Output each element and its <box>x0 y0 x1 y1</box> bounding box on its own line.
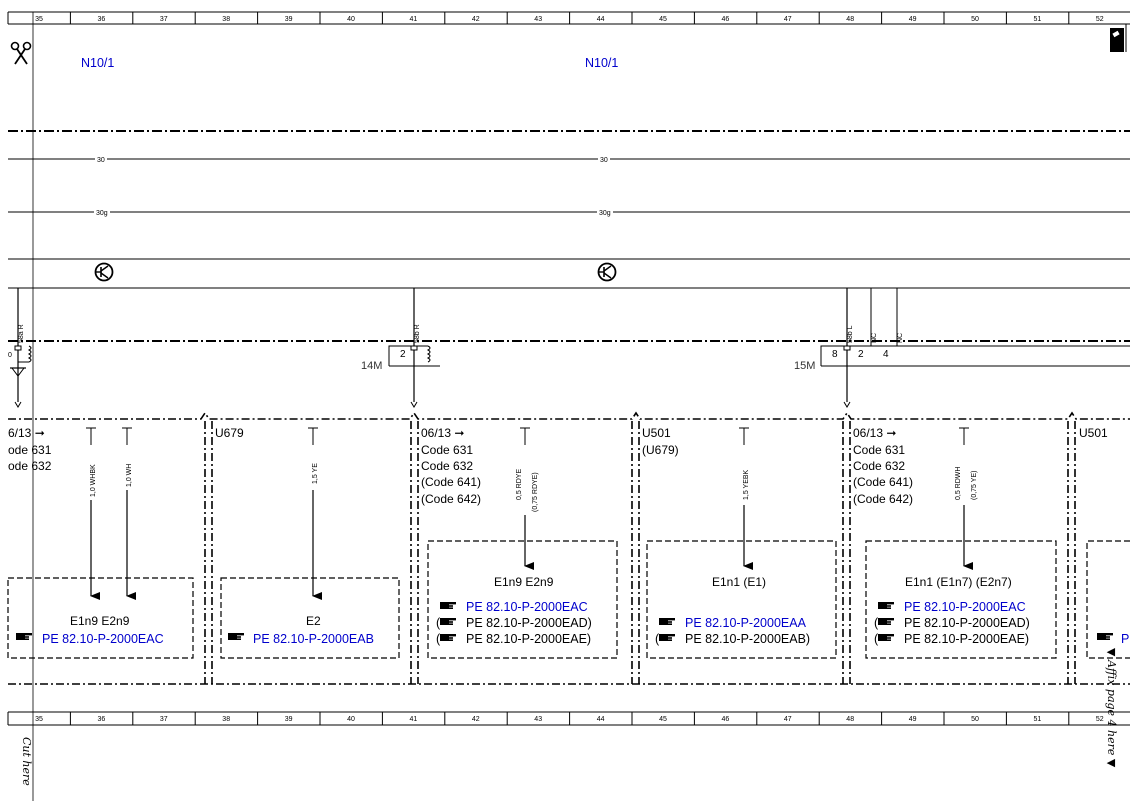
bottom-ruler <box>8 712 1130 725</box>
ruler-number: 38 <box>222 16 231 23</box>
ruler-number: 49 <box>908 716 917 723</box>
top-ruler <box>8 12 1130 24</box>
svg-text:ode 631: ode 631 <box>8 443 52 457</box>
pointing-hand-icon <box>440 602 456 609</box>
bus-30-label: 30 <box>97 157 105 164</box>
ruler-number: 40 <box>347 716 355 723</box>
svg-text:E1n9 E2n9: E1n9 E2n9 <box>70 614 130 628</box>
svg-text:U501: U501 <box>1079 426 1108 440</box>
svg-text:4: 4 <box>883 349 889 360</box>
svg-text:1,5 YEBK: 1,5 YEBK <box>743 469 750 500</box>
node-label-1: N10/1 <box>81 56 115 70</box>
svg-text:E2: E2 <box>306 614 321 628</box>
bus-30g-label: 30g <box>599 210 611 217</box>
pointing-hand-icon <box>228 633 244 640</box>
ruler-number: 37 <box>159 716 168 723</box>
bus-lines <box>8 155 1130 288</box>
ruler-number: 41 <box>409 716 418 723</box>
svg-text:E1n1 (E1): E1n1 (E1) <box>712 575 767 589</box>
wire-58a-r <box>8 288 31 407</box>
cut-here-text: Cut here <box>20 737 33 786</box>
ruler-number: 40 <box>347 16 355 23</box>
transistor-icon <box>599 264 616 281</box>
column-c5 <box>853 426 1056 658</box>
svg-text:PE 82.10-P-2000EAE): PE 82.10-P-2000EAE) <box>466 632 592 646</box>
svg-text:PE 82.10-P-2000EAB: PE 82.10-P-2000EAB <box>253 632 374 646</box>
bus-30g-label: 30g <box>96 210 108 217</box>
affix-page-text: ▼ Affix page 4 here ▼ <box>1105 648 1118 768</box>
svg-text:PE 82.10-P-2000EAB): PE 82.10-P-2000EAB) <box>685 632 811 646</box>
svg-text:U501: U501 <box>642 426 671 440</box>
wire-58b-r <box>361 288 440 407</box>
pointing-hand-icon <box>659 634 675 641</box>
svg-text:(Code 642): (Code 642) <box>853 492 914 506</box>
ruler-number: 52 <box>1095 16 1104 23</box>
column-c2 <box>215 426 399 658</box>
page-corner-icon <box>1110 24 1126 52</box>
svg-text:Code 631: Code 631 <box>853 443 906 457</box>
svg-text:1,0 WH: 1,0 WH <box>126 463 133 487</box>
svg-text:(: ( <box>874 616 879 630</box>
pointing-hand-icon <box>16 633 32 640</box>
svg-text:58a R: 58a R <box>18 324 25 343</box>
ruler-number: 36 <box>97 16 106 23</box>
ruler-number: 51 <box>1033 16 1042 23</box>
svg-text:06/13 ➞: 06/13 ➞ <box>853 426 897 440</box>
svg-text:PE 82.10-P-2000EAD): PE 82.10-P-2000EAD) <box>904 616 1030 630</box>
svg-text:(0,75 RDYE): (0,75 RDYE) <box>532 472 539 512</box>
pointing-hand-icon <box>440 618 456 625</box>
ruler-number: 42 <box>471 716 480 723</box>
ruler-number: 43 <box>534 16 543 23</box>
ruler-number: 52 <box>1095 716 1104 723</box>
node-label-2: N10/1 <box>585 56 619 70</box>
ruler-number: 48 <box>846 16 855 23</box>
ruler-number: 46 <box>721 716 730 723</box>
pointing-hand-icon <box>659 618 675 625</box>
svg-text:(Code 642): (Code 642) <box>421 492 482 506</box>
svg-text:PE 82.10-P-2000EAC: PE 82.10-P-2000EAC <box>42 632 164 646</box>
wire-58b-l <box>794 288 1130 407</box>
ruler-number: 45 <box>659 16 667 23</box>
svg-text:(0,75 YE): (0,75 YE) <box>971 470 978 500</box>
svg-text:NC: NC <box>871 332 878 343</box>
ruler-number: 47 <box>783 716 792 723</box>
ruler-number: 41 <box>409 16 418 23</box>
ruler-number: 37 <box>159 16 168 23</box>
svg-text:06/13 ➞: 06/13 ➞ <box>421 426 465 440</box>
svg-text:58b R: 58b R <box>414 324 421 343</box>
svg-text:1,5 YE: 1,5 YE <box>312 463 319 484</box>
ruler-number: 38 <box>222 716 231 723</box>
svg-text:U679: U679 <box>215 426 244 440</box>
ruler-number: 42 <box>471 16 480 23</box>
ruler-number: 39 <box>284 716 293 723</box>
svg-text:(Code 641): (Code 641) <box>853 475 914 489</box>
svg-text:2: 2 <box>400 349 406 360</box>
svg-text:(: ( <box>874 632 879 646</box>
svg-text:E1n9 E2n9: E1n9 E2n9 <box>494 575 554 589</box>
ruler-number: 45 <box>659 716 667 723</box>
scissors-icon <box>12 43 31 65</box>
svg-text:PE 82.10-P-2000EAA: PE 82.10-P-2000EAA <box>685 616 806 630</box>
svg-text:PE 82.10-P-2000EAC: PE 82.10-P-2000EAC <box>904 600 1026 614</box>
column-c1 <box>8 426 193 658</box>
svg-text:Code 631: Code 631 <box>421 443 474 457</box>
svg-text:0,5 RDWH: 0,5 RDWH <box>955 466 962 500</box>
ruler-number: 48 <box>846 716 855 723</box>
ruler-number: 44 <box>596 716 605 723</box>
ruler-number: 49 <box>908 16 917 23</box>
svg-text:0: 0 <box>8 352 12 359</box>
svg-text:PE 82.10-P-2000EAC: PE 82.10-P-2000EAC <box>466 600 588 614</box>
svg-text:ode 632: ode 632 <box>8 459 52 473</box>
ruler-number: 51 <box>1033 716 1042 723</box>
pointing-hand-icon <box>1097 633 1113 640</box>
ruler-number: 35 <box>35 716 43 723</box>
svg-text:8: 8 <box>832 349 838 360</box>
connector-15m: 15M <box>794 360 816 372</box>
svg-text:Code 632: Code 632 <box>421 459 474 473</box>
svg-text:NC: NC <box>897 332 904 343</box>
ruler-number: 36 <box>97 716 106 723</box>
ruler-number: 39 <box>284 16 293 23</box>
svg-text:PE 82.10-P-2000EAD): PE 82.10-P-2000EAD) <box>466 616 592 630</box>
svg-text:Code 632: Code 632 <box>853 459 906 473</box>
svg-text:(: ( <box>436 632 441 646</box>
svg-text:(: ( <box>436 616 441 630</box>
pointing-hand-icon <box>878 602 894 609</box>
ruler-number: 43 <box>534 716 543 723</box>
column-c4 <box>642 426 836 658</box>
column-c3 <box>421 426 617 658</box>
svg-text:58b L: 58b L <box>847 325 854 343</box>
svg-text:(Code 641): (Code 641) <box>421 475 482 489</box>
ruler-number: 44 <box>596 16 605 23</box>
ruler-number: 50 <box>971 16 979 23</box>
column-c6 <box>1079 426 1130 658</box>
pointing-hand-icon <box>878 634 894 641</box>
ruler-number: 47 <box>783 16 792 23</box>
ruler-number: 46 <box>721 16 730 23</box>
connector-14m: 14M <box>361 360 383 372</box>
svg-text:0,5 RDYE: 0,5 RDYE <box>516 468 523 500</box>
svg-text:E1n1 (E1n7) (E2n7): E1n1 (E1n7) (E2n7) <box>905 575 1012 589</box>
svg-text:(: ( <box>655 632 660 646</box>
svg-text:2: 2 <box>858 349 864 360</box>
ruler-number: 35 <box>35 16 43 23</box>
bus-30-label: 30 <box>600 157 608 164</box>
transistor-icon <box>96 264 113 281</box>
svg-text:1,0 WHBK: 1,0 WHBK <box>90 464 97 497</box>
svg-text:P: P <box>1121 632 1130 646</box>
svg-text:6/13 ➞: 6/13 ➞ <box>8 426 45 440</box>
svg-text:PE 82.10-P-2000EAE): PE 82.10-P-2000EAE) <box>904 632 1030 646</box>
ruler-number: 50 <box>971 716 979 723</box>
svg-text:(U679): (U679) <box>642 443 679 457</box>
pointing-hand-icon <box>440 634 456 641</box>
pointing-hand-icon <box>878 618 894 625</box>
